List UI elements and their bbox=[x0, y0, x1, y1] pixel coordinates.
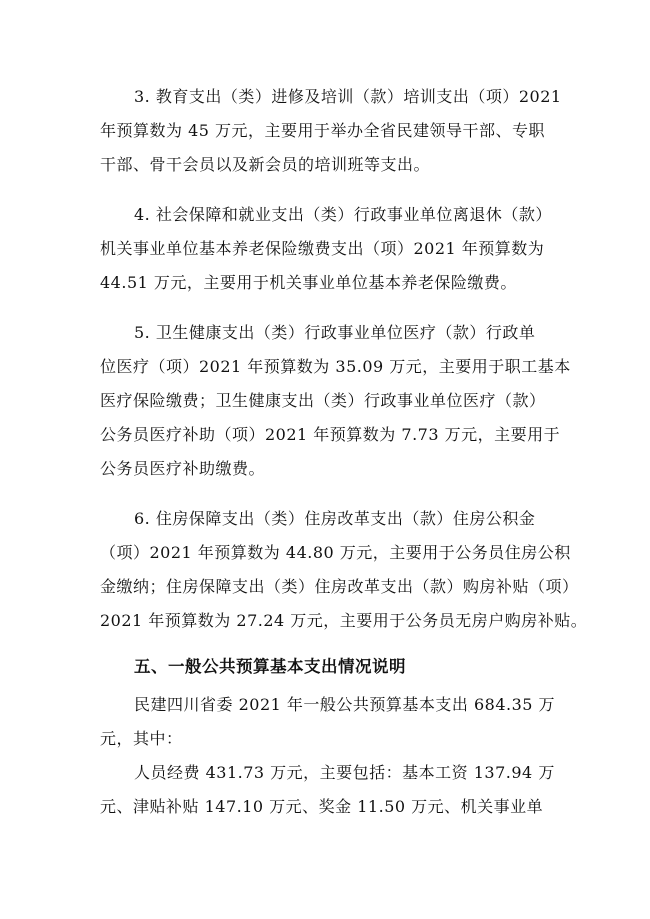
section-paragraph-summary bbox=[100, 688, 570, 756]
text-line: 元、津贴补贴 147.10 万元、奖金 11.50 万元、机关事业单 bbox=[100, 797, 544, 816]
text-line: 干部、骨干会员以及新会员的培训班等支出。 bbox=[100, 155, 431, 174]
text-line: 民建四川省委 2021 年一般公共预算基本支出 684.35 万 bbox=[134, 695, 556, 714]
text-line: 5. 卫生健康支出（类）行政事业单位医疗（款）行政单 bbox=[134, 323, 536, 342]
text-line: 6. 住房保障支出（类）住房改革支出（款）住房公积金 bbox=[134, 509, 536, 528]
paragraph-item-6 bbox=[100, 502, 588, 638]
paragraph-item-5 bbox=[100, 316, 570, 486]
paragraph-item-4 bbox=[100, 198, 570, 300]
text-line: 3. 教育支出（类）进修及培训（款）培训支出（项）2021 bbox=[134, 87, 562, 106]
text-line: 金缴纳；住房保障支出（类）住房改革支出（款）购房补贴（项） bbox=[100, 577, 579, 596]
text-line: 2021 年预算数为 27.24 万元，主要用于公务员无房户购房补贴。 bbox=[100, 611, 588, 630]
text-line: 机关事业单位基本养老保险缴费支出（项）2021 年预算数为 bbox=[100, 239, 545, 258]
text-line: 位医疗（项）2021 年预算数为 35.09 万元，主要用于职工基本 bbox=[100, 357, 571, 376]
text-line: 元，其中： bbox=[100, 729, 183, 748]
text-line: 医疗保险缴费；卫生健康支出（类）行政事业单位医疗（款） bbox=[100, 391, 546, 410]
section-heading: 五、一般公共预算基本支出情况说明 bbox=[134, 657, 406, 676]
section-paragraph-personnel bbox=[100, 756, 570, 824]
paragraph-item-3 bbox=[100, 80, 570, 182]
text-line: 公务员医疗补助缴费。 bbox=[100, 459, 266, 478]
text-line: （项）2021 年预算数为 44.80 万元，主要用于公务员住房公积 bbox=[100, 543, 571, 562]
text-line: 公务员医疗补助（项）2021 年预算数为 7.73 万元，主要用于 bbox=[100, 425, 561, 444]
text-line: 4. 社会保障和就业支出（类）行政事业单位离退休（款） bbox=[134, 205, 552, 224]
text-line: 年预算数为 45 万元，主要用于举办全省民建领导干部、专职 bbox=[100, 121, 546, 140]
text-line: 人员经费 431.73 万元，主要包括：基本工资 137.94 万 bbox=[134, 763, 555, 782]
text-line: 44.51 万元，主要用于机关事业单位基本养老保险缴费。 bbox=[100, 273, 517, 292]
